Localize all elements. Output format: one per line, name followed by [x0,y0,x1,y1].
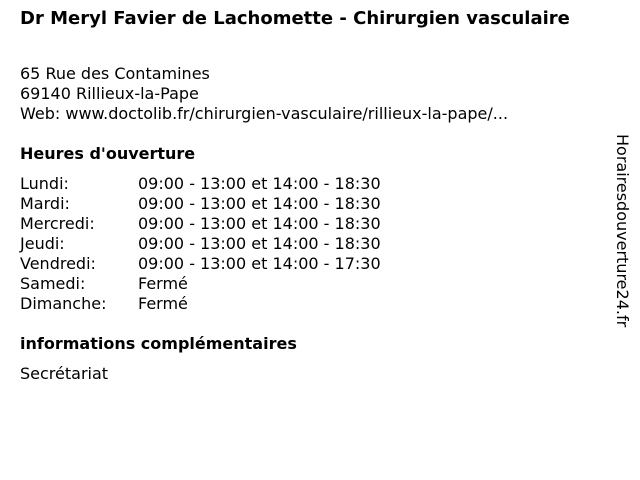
hours-value: 09:00 - 13:00 et 14:00 - 18:30 [138,214,381,233]
address-city: 69140 Rillieux-la-Pape [20,84,199,103]
hours-value: Fermé [138,274,188,293]
day-label: Mardi: [20,194,70,213]
address-street: 65 Rue des Contamines [20,64,210,83]
page-title: Dr Meryl Favier de Lachomette - Chirurgien vasculaire [20,8,570,29]
hours-value: Fermé [138,294,188,313]
hours-value: 09:00 - 13:00 et 14:00 - 18:30 [138,194,381,213]
hours-value: 09:00 - 13:00 et 14:00 - 18:30 [138,174,381,193]
hours-value: 09:00 - 13:00 et 14:00 - 18:30 [138,234,381,253]
day-label: Lundi: [20,174,69,193]
hours-value: 09:00 - 13:00 et 14:00 - 17:30 [138,254,381,273]
address-block [20,64,508,124]
info-heading: informations complémentaires [20,334,297,353]
day-label: Samedi: [20,274,86,293]
day-label: Vendredi: [20,254,96,273]
website-text: Web: www.doctolib.fr/chirurgien-vasculaire/rillieux-la-pape/... [20,104,509,123]
hours-heading: Heures d'ouverture [20,144,196,163]
info-text: Secrétariat [20,364,109,383]
site-watermark: Horairesdouverture24.fr [613,134,632,328]
day-label: Jeudi: [20,234,65,253]
day-label: Mercredi: [20,214,95,233]
day-label: Dimanche: [20,294,107,313]
